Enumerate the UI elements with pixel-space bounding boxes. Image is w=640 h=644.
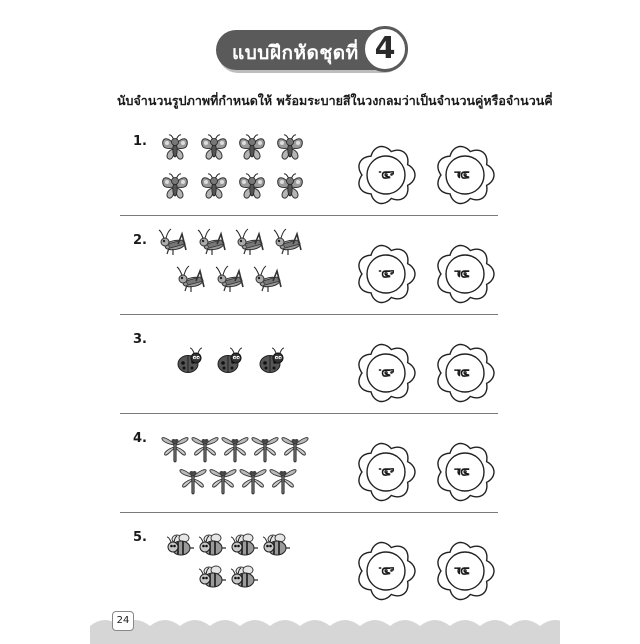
flower-label-odd: คี่ <box>457 368 473 378</box>
flower-label-even: คู่ <box>378 269 394 279</box>
butterfly-icon <box>275 172 305 202</box>
grasshopper-icon <box>235 228 265 258</box>
row-divider <box>120 215 498 216</box>
flower-label-odd: คี่ <box>457 566 473 576</box>
ladybug-icon <box>212 345 242 375</box>
flower-label-even: คู่ <box>378 170 394 180</box>
flower-label-even: คู่ <box>378 566 394 576</box>
page-number: 24 <box>112 611 134 631</box>
flower-label-even: คู่ <box>378 467 394 477</box>
dragonfly-icon <box>178 466 208 496</box>
ladybug-icon <box>254 345 284 375</box>
dragonfly-icon <box>220 434 250 464</box>
butterfly-icon <box>160 133 190 163</box>
flower-label-even: คู่ <box>378 368 394 378</box>
dragonfly-icon <box>268 466 298 496</box>
butterfly-icon <box>237 133 267 163</box>
dragonfly-icon <box>238 466 268 496</box>
flower-label-odd: คี่ <box>457 170 473 180</box>
dragonfly-icon <box>208 466 238 496</box>
grasshopper-icon <box>158 228 188 258</box>
flower-label-odd: คี่ <box>457 467 473 477</box>
grasshopper-icon <box>273 228 303 258</box>
butterfly-icon <box>275 133 305 163</box>
bee-icon <box>198 562 228 592</box>
grasshopper-icon <box>215 265 245 295</box>
dragonfly-icon <box>250 434 280 464</box>
butterfly-icon <box>199 133 229 163</box>
exercise-number: 3. <box>133 332 147 347</box>
bee-icon <box>166 530 196 560</box>
grasshopper-icon <box>253 265 283 295</box>
bee-icon <box>230 562 260 592</box>
butterfly-icon <box>160 172 190 202</box>
header-title: แบบฝึกหัดชุดที่ <box>232 42 359 64</box>
grasshopper-icon <box>176 265 206 295</box>
exercise-number: 5. <box>133 530 147 545</box>
exercise-number: 4. <box>133 431 147 446</box>
exercise-number: 2. <box>133 233 147 248</box>
row-divider <box>120 314 498 315</box>
dragonfly-icon <box>280 434 310 464</box>
dragonfly-icon <box>190 434 220 464</box>
dragonfly-icon <box>160 434 190 464</box>
flower-label-odd: คี่ <box>457 269 473 279</box>
exercise-set-number: 4 <box>362 26 408 72</box>
row-divider <box>120 413 498 414</box>
row-divider <box>120 512 498 513</box>
bee-icon <box>262 530 292 560</box>
bee-icon <box>198 530 228 560</box>
ladybug-icon <box>172 345 202 375</box>
butterfly-icon <box>199 172 229 202</box>
instruction-text: นับจำนวนรูปภาพที่กำหนดให้ พร้อมระบายสีในวงกลมว่าเป็นจำนวนคู่หรือจำนวนคี่ <box>117 93 553 108</box>
grasshopper-icon <box>197 228 227 258</box>
exercise-number: 1. <box>133 134 147 149</box>
bee-icon <box>230 530 260 560</box>
butterfly-icon <box>237 172 267 202</box>
